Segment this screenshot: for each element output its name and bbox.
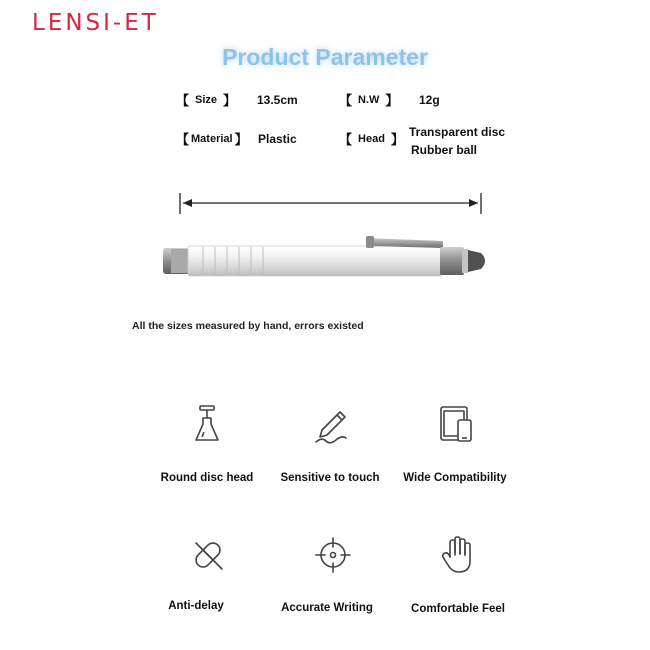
param-material-label: Material [191, 132, 233, 145]
param-size: 【 Size 】 [176, 93, 237, 108]
param-nw-label: N.W [358, 93, 380, 106]
param-nw-value: 12g [419, 93, 440, 107]
stylus-pen [163, 236, 485, 276]
page-title: Product Parameter [222, 44, 428, 70]
crosshair-icon [313, 535, 353, 575]
pill-slash-icon [188, 535, 228, 575]
param-material: 【 Material 】 [176, 132, 248, 147]
param-head-label: Head [358, 132, 385, 145]
devices-icon [436, 404, 476, 444]
feature-label-comfortable-feel: Comfortable Feel [411, 603, 505, 615]
param-head: 【 Head 】 [339, 132, 404, 147]
dropper-icon [187, 404, 227, 444]
param-size-label: Size [195, 93, 218, 106]
feature-label-anti-delay: Anti-delay [168, 600, 224, 612]
measurement-note: All the sizes measured by hand, errors existed [132, 320, 364, 332]
param-head-value-2: Rubber ball [411, 143, 478, 157]
feature-label-round-disc-head: Round disc head [160, 472, 254, 484]
param-material-value: Plastic [258, 132, 297, 146]
measurement-arrow [180, 193, 481, 214]
feature-label-sensitive-to-touch: Sensitive to touch [280, 472, 380, 484]
brand-logo: LENSI-ET [32, 10, 159, 36]
param-nw: 【 N.W 】 [339, 93, 399, 108]
feature-label-accurate-writing: Accurate Writing [281, 602, 373, 614]
feature-label-wide-compatibility: Wide Compatibility [403, 472, 507, 484]
hand-icon [438, 535, 478, 575]
param-size-value: 13.5cm [257, 93, 298, 107]
param-head-value-1: Transparent disc [409, 125, 506, 139]
pencil-signature-icon [312, 404, 352, 444]
